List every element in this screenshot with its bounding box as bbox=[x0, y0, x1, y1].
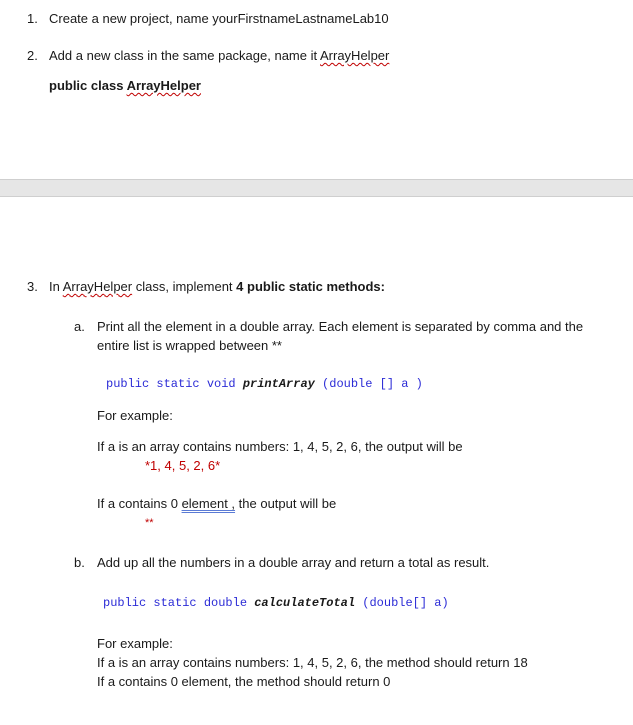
ex2-before: If a contains 0 bbox=[97, 496, 182, 511]
ex2-word: element , bbox=[181, 496, 236, 511]
item-3-bold: 4 public static methods: bbox=[236, 279, 385, 294]
item-2-text: Add a new class in the same package, name it bbox=[49, 48, 320, 63]
sig-b-method: calculateTotal bbox=[254, 596, 356, 610]
calculate-total-signature bbox=[103, 595, 449, 611]
ex2-after: the output will be bbox=[235, 496, 337, 511]
sig-a-method: printArray bbox=[242, 377, 315, 391]
sub-a-line1: Print all the element in a double array. Each element is separated by comma and the bbox=[97, 319, 584, 334]
print-array-signature bbox=[106, 376, 423, 392]
sub-a-example1: If a is an array contains numbers: 1, 4, 5, 2, 6, the output will be bbox=[97, 439, 463, 454]
class-decl-name: ArrayHelper bbox=[126, 78, 201, 93]
sig-b-keywords: public static double bbox=[103, 596, 255, 610]
sub-a-example-label: For example: bbox=[97, 408, 173, 423]
sig-b-params: (double[] a) bbox=[355, 596, 449, 610]
item-number-3: 3. bbox=[27, 279, 38, 294]
class-decl-prefix: public class bbox=[49, 78, 127, 93]
item-number-1: 1. bbox=[27, 11, 38, 26]
sub-a-letter: a. bbox=[74, 319, 85, 334]
class-declaration bbox=[49, 78, 201, 94]
sub-b-letter: b. bbox=[74, 555, 85, 570]
sig-a-keywords: public static void bbox=[106, 377, 243, 391]
item-text-2 bbox=[49, 48, 389, 64]
page-break bbox=[0, 179, 633, 197]
item-3-mid: class, implement bbox=[132, 279, 237, 294]
sub-b-line1: Add up all the numbers in a double array and return a total as result. bbox=[97, 555, 490, 570]
sub-b-example-label: For example: bbox=[97, 636, 173, 651]
item-text-1: Create a new project, name yourFirstnameLastnameLab10 bbox=[49, 11, 389, 26]
sub-a-output1: *1, 4, 5, 2, 6* bbox=[145, 458, 221, 473]
item-number-2: 2. bbox=[27, 48, 38, 63]
sig-a-params: (double [] a ) bbox=[314, 377, 423, 391]
item-3-class-name: ArrayHelper bbox=[62, 279, 133, 294]
sub-a-output2: ** bbox=[145, 517, 154, 529]
class-name-ref: ArrayHelper bbox=[320, 48, 390, 63]
item-text-3 bbox=[49, 279, 385, 295]
sub-b-example1: If a is an array contains numbers: 1, 4, 5, 2, 6, the method should return 18 bbox=[97, 655, 528, 670]
sub-a-example2 bbox=[97, 496, 336, 512]
sub-a-line2: entire list is wrapped between ** bbox=[97, 338, 282, 353]
item-3-prefix: In bbox=[49, 279, 63, 294]
sub-b-example2: If a contains 0 element, the method should return 0 bbox=[97, 674, 391, 689]
